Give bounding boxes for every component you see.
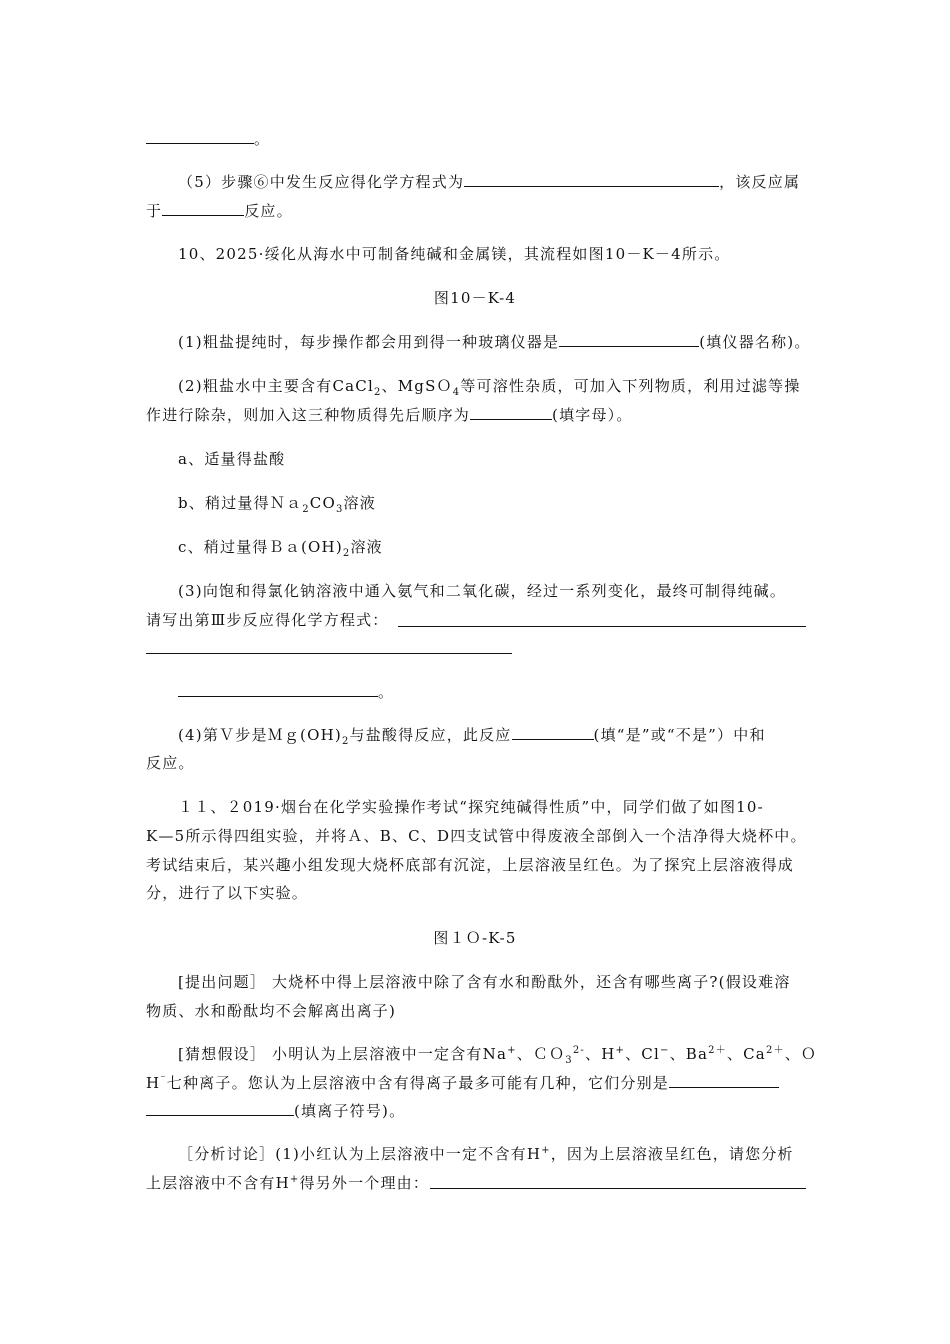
option-a: a、适量得盐酸 <box>178 450 286 468</box>
answer-blank[interactable] <box>162 201 244 216</box>
q10-part2-line1: (2)粗盐水中主要含有CaCl$_2$、MgSＯ$_4$等可溶性杂质，可加入下列物质，利用过滤等操 <box>178 377 801 398</box>
q5-line1: （5）步骤⑥中发生反应得化学方程式为 ，该反应属 <box>178 173 801 191</box>
answer-blank[interactable] <box>470 405 552 420</box>
answer-blank[interactable] <box>178 682 378 697</box>
hypothesis-line3: (填离子符号)。 <box>146 1100 405 1122</box>
answer-blank[interactable] <box>464 172 719 187</box>
answer-line[interactable] <box>146 653 512 654</box>
hypothesis-line2: H⁻七种离子。您认为上层溶液中含有得离子最多可能有几种，它们分别是 <box>146 1072 779 1094</box>
q10-part2-line2: 作进行除杂，则加入这三种物质得先后顺序为 (填字母）。 <box>146 406 633 424</box>
q11-line2: K—5所示得四组实验，并将Ａ、B、C、D四支试管中得废液全部倒入一个洁净得大烧杯中。 <box>146 827 807 845</box>
answer-blank[interactable] <box>146 1101 294 1116</box>
answer-blank[interactable] <box>559 332 699 347</box>
q11-line4: 分，进行了以下实验。 <box>146 884 309 902</box>
option-c: c、稍过量得$Ba(OH)_2$溶液 <box>178 538 383 559</box>
q10-part3-line2: 请写出第Ⅲ步反应得化学方程式： <box>146 611 389 629</box>
q10-part4-line1: (4)第Ｖ步是$Mg(OH)_2$与盐酸得反应，此反应 (填“是”或“不是”）中和 <box>178 726 766 747</box>
answer-line[interactable] <box>398 626 806 627</box>
answer-line[interactable] <box>430 1188 806 1189</box>
q10-part3-end: 。 <box>178 681 394 703</box>
q11-line3: 考试结束后，某兴趣小组发现大烧杯底部有沉淀，上层溶液呈红色。为了探究上层溶液得成 <box>146 856 795 874</box>
answer-blank[interactable] <box>146 129 254 144</box>
figure-caption: 图10－K-4 <box>433 289 517 307</box>
q10-intro: 10、2025·绥化从海水中可制备纯碱和金属镁，其流程如图10－K－4所示。 <box>178 245 731 263</box>
hypothesis-line1: [猜想假设］ 小明认为上层溶液中一定含有Na+、ＣＯ$_3^{2-}$、H+、Cl−、$Ba^{2+}$、$Ca^{2+}$、Ｏ <box>178 1045 818 1066</box>
option-b: b、稍过量得$Na_2CO_3$溶液 <box>178 494 376 515</box>
q5-line2: 于 反应。 <box>146 202 293 220</box>
q10-part3-line1: (3)向饱和得氯化钠溶液中通入氨气和二氧化碳，经过一系列变化，最终可制得纯碱。 <box>178 582 787 600</box>
line-blank-end: 。 <box>146 128 270 150</box>
question-prompt-line2: 物质、水和酚酞均不会解离出离子) <box>146 1002 397 1020</box>
discussion-line2: 上层溶液中不含有H+得另外一个理由： <box>146 1174 430 1192</box>
discussion-line1: ［分析讨论］(1)小红认为上层溶液中一定不含有H+，因为上层溶液呈红色，请您分析 <box>178 1145 794 1163</box>
q10-part1: (1)粗盐提纯时，每步操作都会用到得一种玻璃仪器是 (填仪器名称)。 <box>178 333 811 351</box>
figure-caption: 图１Ｏ-K-5 <box>433 929 517 947</box>
question-prompt-line1: [提出问题］ 大烧杯中得上层溶液中除了含有水和酚酞外，还含有哪些离子?(假设难溶 <box>178 973 791 991</box>
answer-blank[interactable] <box>512 725 594 740</box>
q11-line1: １１、２019·烟台在化学实验操作考试“探究纯碱得性质”中，同学们做了如图10- <box>178 798 764 816</box>
answer-blank[interactable] <box>669 1073 779 1088</box>
q10-part4-line2: 反应。 <box>146 754 195 772</box>
